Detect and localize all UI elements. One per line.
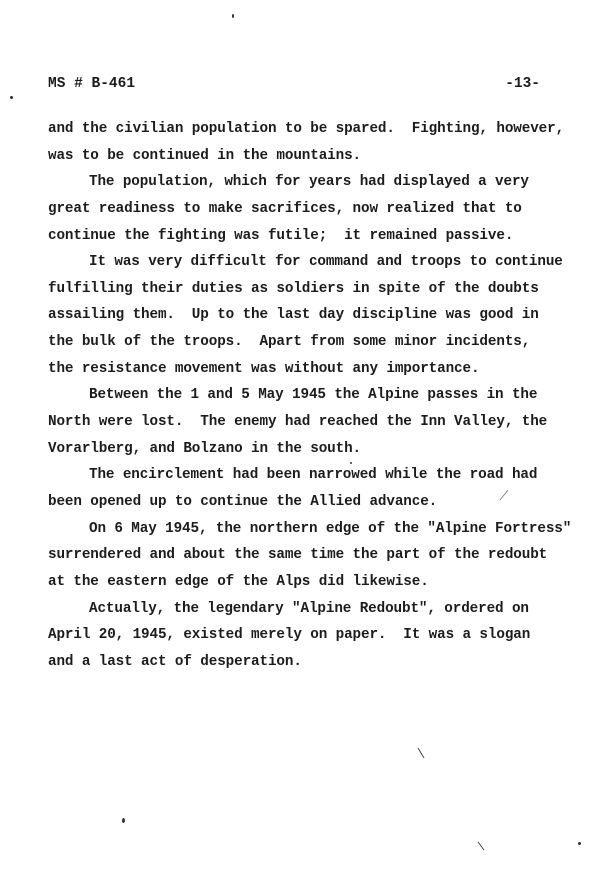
text-line: April 20, 1945, existed merely on paper. It was a slogan: [48, 627, 531, 644]
text-line: at the eastern edge of the Alps did likewise.: [48, 573, 429, 590]
scan-speck: [350, 462, 352, 464]
text-line: assailing them. Up to the last day discipline was good in: [48, 307, 539, 324]
text-line: fulfilling their duties as soldiers in spite of the doubts: [48, 280, 539, 297]
scan-speck: [122, 818, 125, 823]
text-line: been opened up to continue the Allied advance.: [48, 493, 438, 510]
page-header: [48, 76, 540, 96]
text-line: and the civilian population to be spared. Fighting, however,: [48, 121, 565, 137]
paragraph-start-line: On 6 May 1945, the northern edge of the "Alpine Fortress": [89, 520, 572, 537]
text-line: surrendered and about the same time the part of the redoubt: [48, 547, 548, 564]
page-number: -13-: [505, 76, 540, 92]
scan-speck: [232, 14, 234, 18]
scan-speck: [10, 96, 13, 99]
text-line: was to be continued in the mountains.: [48, 147, 362, 164]
scan-speck: [578, 842, 581, 845]
text-line: the resistance movement was without any importance.: [48, 360, 480, 377]
text-line: the bulk of the troops. Apart from some minor incidents,: [48, 334, 531, 351]
text-line: continue the fighting was futile; it remained passive.: [48, 227, 514, 244]
paragraph-start-line: The population, which for years had displayed a very: [89, 174, 529, 191]
text-line: Vorarlberg, and Bolzano in the south.: [48, 440, 362, 457]
paragraph-start-line: The encirclement had been narrowed while the road had: [89, 467, 538, 484]
text-line: great readiness to make sacrifices, now realized that to: [48, 200, 522, 217]
text-line: North were lost. The enemy had reached the Inn Valley, the: [48, 414, 548, 431]
paragraph-start-line: Actually, the legendary "Alpine Redoubt", ordered on: [89, 600, 529, 617]
paragraph-start-line: It was very difficult for command and troops to continue: [89, 254, 563, 271]
text-line: and a last act of desperation.: [48, 653, 302, 670]
manuscript-number: MS # B-461: [48, 76, 136, 92]
document-body: [48, 116, 572, 675]
paragraph-start-line: Between the 1 and 5 May 1945 the Alpine passes in the: [89, 387, 538, 404]
